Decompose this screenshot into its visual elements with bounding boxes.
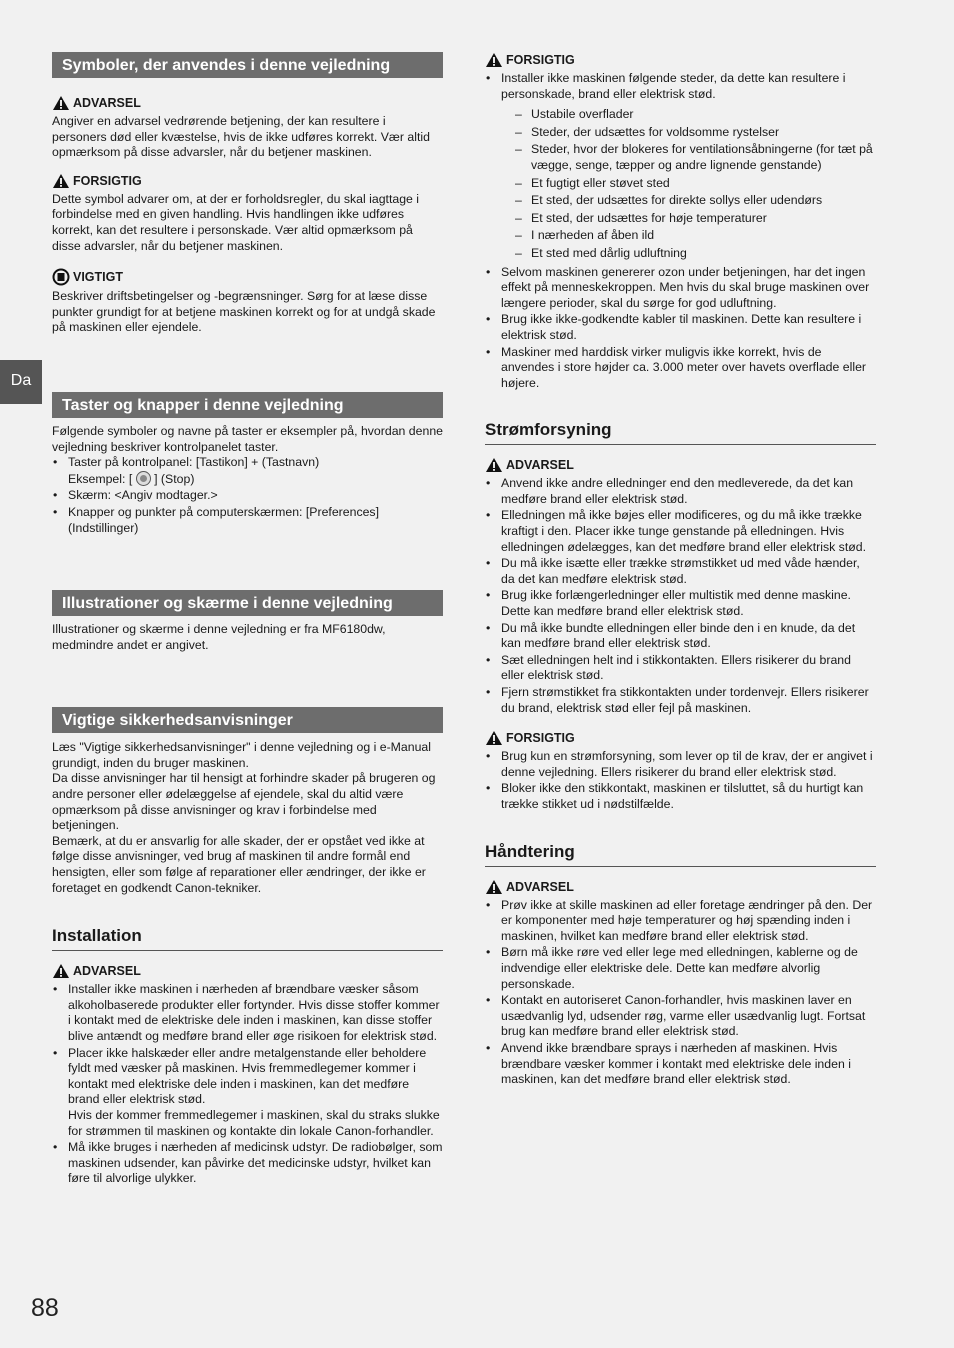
list-item: • Installer ikke maskinen følgende steder, da dette kan resultere i personskade, brand eller elektrisk stød. – Ustabile overflader – Steder, der udsættes for voldsomme rystelser – Steder, hvor der blokeres for ventilationsåbningerne (for tæt på vægge, senge, tæpper og andre lignende genstande) – Et fugtigt eller støvet sted – Et sted, der udsættes for direkte sollys eller udendørs – Et sted, der udsættes for høje temperaturer – I nærheden af åben ild – Et sted med dårlig udluftning <box>485 71 876 262</box>
list-item: – Et sted, der udsættes for direkte sollys eller udendørs <box>501 193 876 209</box>
list-item: • Bloker ikke den stikkontakt, maskinen er tilsluttet, så du hurtigt kan trække stikket ud i nødstilfælde. <box>485 781 876 812</box>
list-item: • Må ikke bruges i nærheden af medicinsk udstyr. De radiobølger, som maskinen udsender, kan påvirke det medicinske udstyr, hvilket kan føre til alvorlige ulykker. <box>52 1140 443 1187</box>
list-item: • Du må ikke isætte eller trække strømstikket ud med våde hænder, da det kan medføre elektrisk stød. <box>485 556 876 587</box>
list-item: – Et fugtigt eller støvet sted <box>501 176 876 192</box>
forsigtig-block <box>52 173 443 254</box>
list-item: • Taster på kontrolpanel: [Tastikon] + (Tastnavn) Eksempel: [ ] (Stop) <box>52 455 443 487</box>
left-column <box>52 52 443 1188</box>
warning-triangle-icon <box>485 457 503 473</box>
list-item: • Brug ikke ikke-godkendte kabler til maskinen. Dette kan resultere i elektrisk stød. <box>485 312 876 343</box>
section-title-handling: Håndtering <box>485 842 876 867</box>
list-item: • Elledningen må ikke bøjes eller modificeres, og du må ikke trække kraftigt i den. Placer ikke tunge genstande på elledningen. Hvis elledningen ødelægges, kan det medføre brand eller elektrisk stød. <box>485 508 876 555</box>
section-title-power: Strømforsyning <box>485 420 876 445</box>
safety-paragraph: Da disse anvisninger har til hensigt at forhindre skader på brugeren og andre personer eller ødelæggelse af ejendele, skal du altid være opmærksom på disse anvisninger og krav i forbindelse med betjeningen. <box>52 771 436 833</box>
section-title-keys: Taster og knapper i denne vejledning <box>52 392 443 418</box>
installation-warning-block <box>52 963 443 1187</box>
keys-list <box>52 455 443 536</box>
list-item: • Brug ikke forlængerledninger eller multistik med denne maskine. Dette kan medføre brand eller elektrisk stød. <box>485 588 876 619</box>
warning-triangle-icon <box>52 95 70 111</box>
list-item: – I nærheden af åben ild <box>501 228 876 244</box>
advarsel-label: ADVARSEL <box>506 879 574 894</box>
handling-warning-block <box>485 879 876 1088</box>
forsigtig-label: FORSIGTIG <box>506 731 575 746</box>
installation-caution-block <box>485 52 876 391</box>
forsigtig-label: FORSIGTIG <box>506 53 575 67</box>
list-item: – Steder, der udsættes for voldsomme rystelser <box>501 125 876 141</box>
power-caution-block <box>485 730 876 812</box>
list-item: • Installer ikke maskinen i nærheden af brændbare væsker såsom alkoholbaserede produkter eller fortynder. Hvis disse stoffer kommer i kontakt med de elektriske dele inden i maskinen, kan disse stoffer blive antændt og medføre brand eller øge risikoen for elektrisk stød. <box>52 982 443 1044</box>
caution-triangle-icon <box>52 173 70 189</box>
vigtigt-label: VIGTIGT <box>73 270 123 285</box>
vigtigt-block <box>52 268 443 336</box>
list-item: – Steder, hvor der blokeres for ventilationsåbningerne (for tæt på vægge, senge, tæpper og andre lignende genstande) <box>501 142 876 173</box>
location-list <box>501 107 876 261</box>
list-item: • Fjern strømstikket fra stikkontakten under tordenvejr. Ellers risikerer du brand, elektrisk stød eller fejl på maskinen. <box>485 685 876 716</box>
power-warning-block <box>485 457 876 716</box>
list-item: • Anvend ikke andre elledninger end den medleverede, da det kan medføre brand eller elektrisk stød. <box>485 476 876 507</box>
advarsel-text: Angiver en advarsel vedrørende betjening, der kan resultere i personers død eller kvæstelse, hvis de ikke udføres korrekt. Vær altid opmærksom på disse advarsler, når du betjener maskinen. <box>52 114 430 160</box>
list-item: • Børn må ikke røre ved eller lege med elledningen, kablerne og de indvendige eller elektriske dele. Dette kan medføre alvorlig personskade. <box>485 945 876 992</box>
safety-paragraph: Læs "Vigtige sikkerhedsanvisninger" i denne vejledning og i e-Manual grundigt, inden du bruger maskinen. <box>52 740 432 770</box>
important-icon <box>52 268 70 286</box>
section-title-symbols: Symboler, der anvendes i denne vejledning <box>52 52 443 78</box>
page-number: 88 <box>31 1294 59 1322</box>
keys-intro: Følgende symboler og navne på taster er eksempler på, hvordan denne vejledning beskriver kontrolpanelet taster. <box>52 423 443 454</box>
vigtigt-text: Beskriver driftsbetingelser og -begrænsninger. Sørg for at læse disse punkter grundigt for at betjene maskinen korrekt og for at undgå skade på maskinen eller ejendele. <box>52 289 436 335</box>
advarsel-label: ADVARSEL <box>73 96 141 110</box>
warning-triangle-icon <box>485 879 503 895</box>
list-item: – Et sted med dårlig udluftning <box>501 246 876 262</box>
list-item: • Du må ikke bundte elledningen eller binde den i en knude, da det kan medføre brand eller elektrisk stød. <box>485 621 876 652</box>
list-item: • Selvom maskinen genererer ozon under betjeningen, har det ingen effekt på menneskekroppen. Men hvis du skal bruge maskinen over længere perioder, skal du sørge for god udluftning. <box>485 265 876 312</box>
list-item: • Knapper og punkter på computerskærmen: [Preferences] (Indstillinger) <box>52 505 443 536</box>
caution-triangle-icon <box>485 730 503 746</box>
forsigtig-label: FORSIGTIG <box>73 173 142 188</box>
list-item: • Prøv ikke at skille maskinen ad eller foretage ændringer på den. Der er komponenter med høje temperaturer og høj spænding inden i maskinen, hvilket kan medføre brand eller elektrisk stød. <box>485 898 876 945</box>
list-item: • Maskiner med harddisk virker muligvis ikke korrekt, hvis de anvendes i store højder ca. 3.000 meter over havets overflade eller højere. <box>485 345 876 392</box>
list-item: • Kontakt en autoriseret Canon-forhandler, hvis maskinen laver en usædvanlig lyd, udsender røg, varme eller usædvanlig lugt. Fortsat brug kan medføre brand eller elektrisk stød. <box>485 993 876 1040</box>
list-item: • Sæt elledningen helt ind i stikkontakten. Ellers risikerer du brand eller elektrisk stød. <box>485 653 876 684</box>
list-item: • Brug kun en strømforsyning, som lever op til de krav, der er angivet i denne vejledning. Ellers risikerer du brand eller elektrisk stød. <box>485 749 876 780</box>
list-item: • Skærm: <Angiv modtager.> <box>52 488 443 504</box>
warning-triangle-icon <box>52 963 70 979</box>
advarsel-label: ADVARSEL <box>506 458 574 473</box>
advarsel-label: ADVARSEL <box>73 964 141 979</box>
forsigtig-text: Dette symbol advarer om, at der er forholdsregler, du skal iagttage i forbindelse med en given handling. Hvis handlingen ikke udføres korrekt, kan det resultere i personskade. Vær altid opmærksom på disse advarsler, når du betjener maskinen. <box>52 191 420 253</box>
section-title-installation: Installation <box>52 926 443 951</box>
list-item: – Ustabile overflader <box>501 107 876 123</box>
list-item: – Et sted, der udsættes for høje temperaturer <box>501 211 876 227</box>
list-item: • Placer ikke halskæder eller andre metalgenstande eller beholdere fyldt med væsker på maskinen. Hvis fremmedlegemer kommer i kontakt med elektriske dele inden i maskinen, kan det medføre brand eller elektrisk stød. Hvis der kommer fremmedlegemer i maskinen, skal du straks slukke for strømmen til maskinen og kontakte din lokale Canon-forhandler. <box>52 1046 443 1140</box>
safety-paragraph: Bemærk, at du er ansvarlig for alle skader, der er opstået ved ikke at følge disse anvisninger, ved brug af maskinen til andre formål end hensigten, eller som følge af reparationer eller ændringer, der ikke er foretaget en godkendt Canon-tekniker. <box>52 833 426 895</box>
section-title-safety: Vigtige sikkerhedsanvisninger <box>52 707 443 733</box>
right-column <box>485 52 876 1089</box>
language-tab: Da <box>0 360 42 404</box>
caution-triangle-icon <box>485 52 503 68</box>
advarsel-block <box>52 95 443 161</box>
list-item: • Anvend ikke brændbare sprays i nærheden af maskinen. Hvis brændbare væsker kommer i kontakt med elektriske dele inden i maskinen, kan det medføre brand eller elektrisk stød. <box>485 1041 876 1088</box>
stop-key-icon <box>136 471 151 486</box>
illustrations-text: Illustrationer og skærme i denne vejledning er fra MF6180dw, medmindre andet er angivet. <box>52 622 386 652</box>
section-title-illustrations: Illustrationer og skærme i denne vejledning <box>52 590 443 616</box>
